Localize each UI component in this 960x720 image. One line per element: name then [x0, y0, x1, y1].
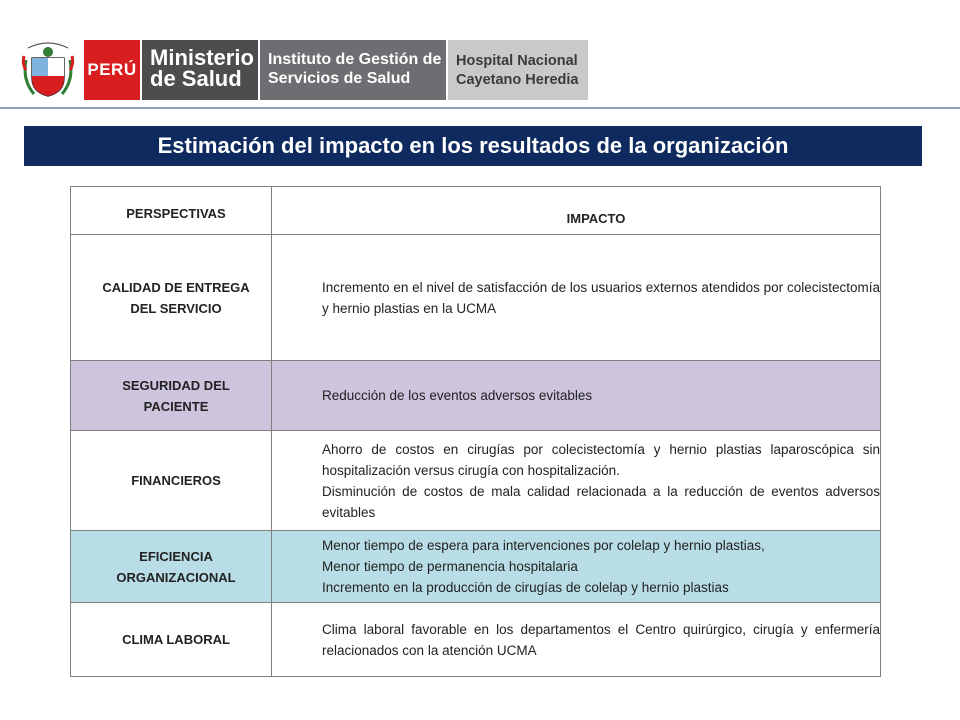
- perspectiva-cell: SEGURIDAD DEL PACIENTE: [71, 361, 272, 431]
- impacto-line: Clima laboral favorable en los departamentos el Centro quirúrgico, cirugía y enfermería relacionados con la atención UCMA: [322, 621, 880, 658]
- page-title: Estimación del impacto en los resultados de la organización: [24, 126, 922, 166]
- impacto-cell: [272, 431, 881, 531]
- impacto-cell: [272, 361, 881, 431]
- impacto-line: Disminución de costos de mala calidad relacionada a la reducción de eventos adversos evitables: [322, 483, 880, 520]
- igss-logo: [260, 40, 446, 100]
- igss-line2: Servicios de Salud: [268, 70, 411, 87]
- minsa-line2: de Salud: [150, 66, 242, 91]
- table-row: [71, 431, 881, 531]
- table-row: [71, 603, 881, 677]
- table-header-row: [71, 187, 881, 235]
- impacto-line: Incremento en la producción de cirugías de colelap y hernio plastias: [322, 580, 729, 595]
- table-row: [71, 235, 881, 361]
- impacto-line: Reducción de los eventos adversos evitables: [322, 388, 593, 403]
- minsa-line1: Ministerio: [150, 45, 254, 70]
- impacto-line: Menor tiempo de espera para intervenciones por colelap y hernio plastias,: [322, 538, 765, 553]
- hospital-line1: Hospital Nacional: [456, 53, 578, 69]
- hospital-line2: Cayetano Heredia: [456, 72, 579, 88]
- impacto-cell: [272, 235, 881, 361]
- peru-logo: [84, 40, 140, 100]
- peru-logo-text: PERÚ: [87, 60, 137, 79]
- table-row: [71, 361, 881, 431]
- impacto-line: Incremento en el nivel de satisfacción de los usuarios externos atendidos por colecistectomía y hernio plastias en la UCMA: [322, 279, 880, 316]
- ministerio-de-salud-logo: [142, 40, 258, 100]
- header-divider: [0, 107, 960, 109]
- perspectiva-cell: FINANCIEROS: [71, 431, 272, 531]
- header-perspectivas: PERSPECTIVAS: [71, 187, 272, 235]
- hospital-logo: [448, 40, 588, 100]
- header: [0, 0, 960, 108]
- impacto-cell: [272, 531, 881, 603]
- impacto-cell: [272, 603, 881, 677]
- header-impacto: IMPACTO: [272, 187, 881, 235]
- table-row: [71, 531, 881, 603]
- peru-coat-of-arms-icon: [20, 40, 76, 100]
- perspectiva-cell: CALIDAD DE ENTREGA DEL SERVICIO: [71, 235, 272, 361]
- perspectiva-cell: CLIMA LABORAL: [71, 603, 272, 677]
- impacto-line: Menor tiempo de permanencia hospitalaria: [322, 559, 578, 574]
- perspectiva-cell: EFICIENCIA ORGANIZACIONAL: [71, 531, 272, 603]
- impact-table: [70, 186, 881, 677]
- igss-line1: Instituto de Gestión de: [268, 51, 442, 68]
- impacto-line: Ahorro de costos en cirugías por colecistectomía y hernio plastias laparoscópica sin hospitalización versus cirugía con hospitalización.: [322, 441, 880, 478]
